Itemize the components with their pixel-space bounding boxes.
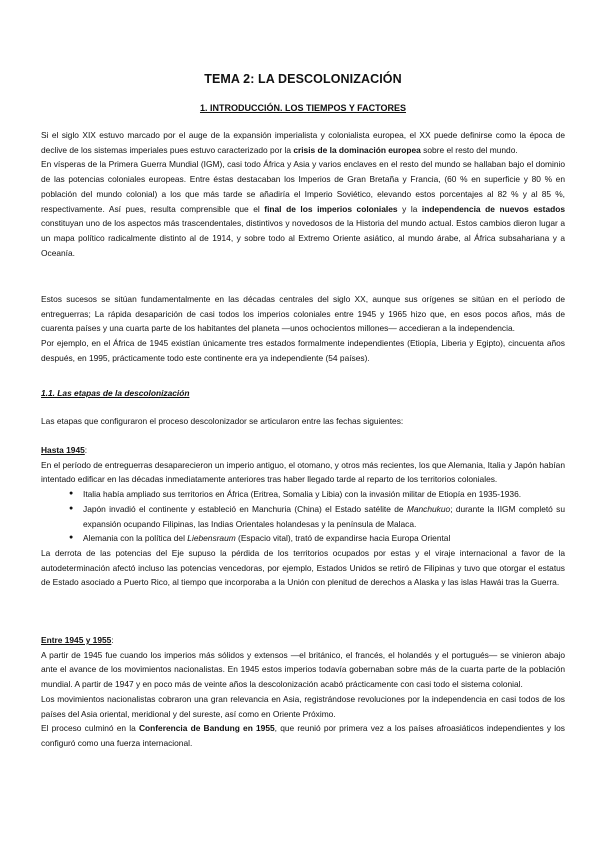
intro-paragraph-2: En vísperas de la Primera Guerra Mundial (IGM), casi todo África y Asia y varios enclaves en el resto del mundo se hallaban bajo el dominio de las potencias coloniales europeas. Entre éstas destacaban los Imperios de Gran Bretaña y Francia, (60 % en superficie y 80 % en población del mundo colonial) a los que más tarde se añadiría el Imperio Soviético, elevando estos porcentajes al 82 % y al 85 %, respectivamente. Así pues, resulta comprensible que el final de los imperios coloniales y la independencia de nuevos estados constituyan uno de los aspectos más trascendentales, distintivos y novedosos de la Historia del mundo actual. Estos cambios dieron lugar a un mapa político radicalmente distinto al de 1914, y sobre todo al Extremo Oriente asiático, al mundo árabe, al África subsahariana y a Oceanía. bbox=[41, 159, 565, 258]
list-item: ● Alemania con la política del Liebensraum (Espacio vital), trató de expandirse hacia Europa Oriental bbox=[69, 531, 565, 546]
intro-paragraph-4: Por ejemplo, en el África de 1945 existían únicamente tres estados formalmente independientes (Etiopía, Liberia y Egipto), cincuenta años después, en 1995, prácticamente todo este continente era ya independiente (54 países). bbox=[41, 338, 565, 363]
list-item: ● Japón invadió el continente y estableció en Manchuria (China) el Estado satélite de Manchukuo; durante la IIGM completó su expansión ocupando Filipinas, las Indias Orientales holandesas y la península de Malaca. bbox=[69, 502, 565, 531]
page-title: TEMA 2: LA DESCOLONIZACIÓN bbox=[204, 72, 402, 86]
intro-block bbox=[41, 128, 565, 260]
hasta-1945-text: En el período de entreguerras desaparecieron un imperio antiguo, el otomano, y otros más recientes, los que Alemania, Italia y Japón habían intentado edificar en las décadas inmediatamente anteriores tras haber llegado tarde al reparto de los territorios coloniales. bbox=[41, 459, 565, 485]
entre-1945-1955-block bbox=[41, 633, 565, 751]
hasta-1945-block bbox=[41, 443, 565, 590]
etapas-intro: Las etapas que configuraron el proceso descolonizador se articularon entre las fechas siguientes: bbox=[41, 416, 404, 426]
entre-paragraph-2: Los movimientos nacionalistas cobraron una gran relevancia en Asia, registrándose revoluciones por la independencia en casi todos de los países del Asia oriental, meridional y del sureste, así como en Oriente Próximo. bbox=[41, 693, 565, 719]
entre-heading: Entre 1945 y 1955: bbox=[41, 635, 114, 645]
entre-paragraph-3: El proceso culminó en la Conferencia de Bandung en 1955, que reunió por primera vez a los países afroasiáticos independientes y los configuró como una fuerza internacional. bbox=[41, 723, 565, 748]
section-heading: 1. INTRODUCCIÓN. LOS TIEMPOS Y FACTORES bbox=[199, 103, 407, 113]
hasta-1945-heading: Hasta 1945: bbox=[41, 445, 88, 455]
list-item: ● Italia había ampliado sus territorios en África (Eritrea, Somalia y Libia) con la invasión militar de Etiopía en 1935-1936. bbox=[69, 487, 565, 502]
subsection-heading: 1.1. Las etapas de la descolonización bbox=[41, 388, 190, 398]
intro-paragraph-1: Si el siglo XIX estuvo marcado por el auge de la expansión imperialista y colonialista europea, el XX puede definirse como la época de declive de los sistemas imperiales pues estuvo caracterizado por la crisis de la dominación europea sobre el resto del mundo. bbox=[41, 130, 565, 155]
entre-paragraph-1: A partir de 1945 fue cuando los imperios más sólidos y extensos —el británico, el francés, el holandés y el portugués— se vinieron abajo ante el avance de los movimientos nacionalistas. En 1945 estos imperios todavía gobernaban sobre más de la cuarta parte de la población mundial. A partir de 1947 y en poco más de veinte años la descolonización acabó prácticamente con casi todo el sistema colonial. bbox=[41, 649, 565, 690]
intro-paragraph-3: Estos sucesos se sitúan fundamentalmente en las décadas centrales del siglo XX, aunque sus orígenes se sitúan en el período de entreguerras; La rápida desaparición de casi todos los imperios coloniales entre 1945 y 1965 hizo que, en esos pocos años, más de cuarenta países y una cuarta parte de los habitantes del planeta —unos ochocientos millones— accedieran a la independencia. bbox=[41, 294, 565, 334]
intro-block-2 bbox=[41, 292, 565, 366]
hasta-1945-list bbox=[41, 487, 565, 546]
hasta-1945-after: La derrota de las potencias del Eje supuso la pérdida de los territorios ocupados por estas y el viraje internacional a favor de la autodeterminación afectó incluso las potencias vencedoras, por ejemplo, Estados Unidos se retiró de Filipinas y tuvo que otorgar el estatus de Estado asociado a Puerto Rico, al tiempo que incorporaba a la Unión con plenitud de derechos a Alaska y las islas Hawái tras la Guerra. bbox=[41, 547, 565, 588]
